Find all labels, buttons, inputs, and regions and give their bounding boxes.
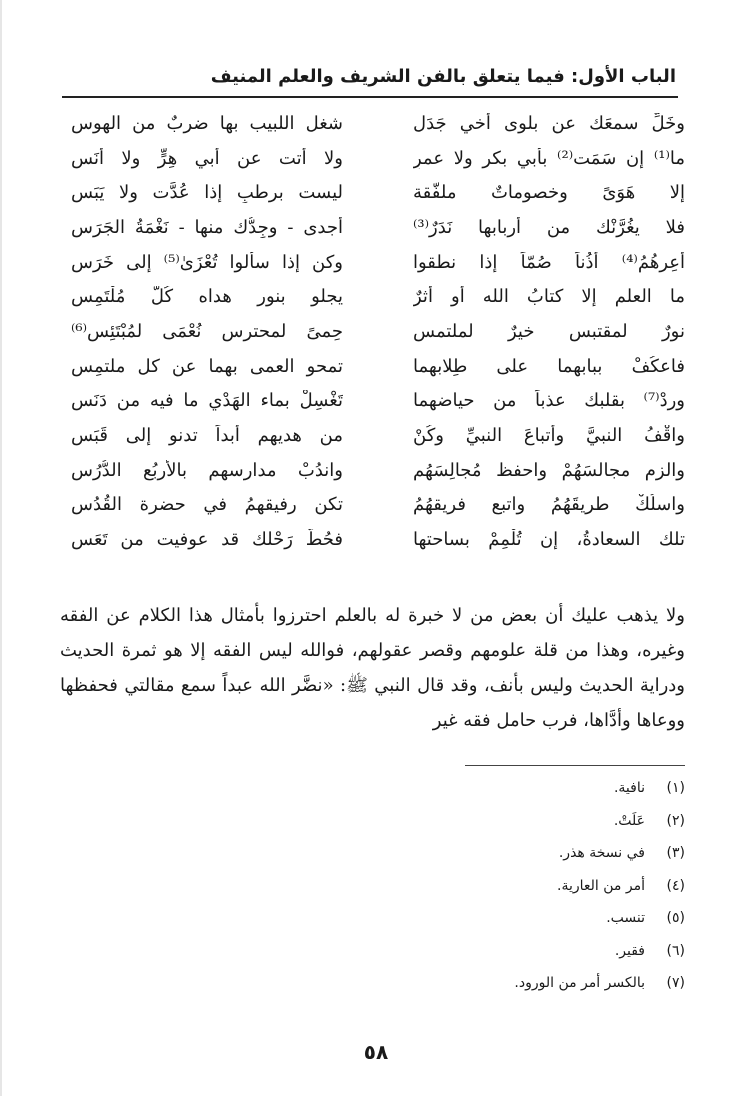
poem-verse <box>60 384 685 419</box>
verse-first-hemistich: وردْ⁽⁷⁾ بقلبك عذباً من حياضهما <box>413 390 685 412</box>
footnotes <box>60 772 685 1000</box>
poem-verse <box>60 245 685 280</box>
footnote <box>60 870 685 903</box>
footnote-text: أمر من العارية. <box>557 877 645 894</box>
verse-first-hemistich: ما العلم إلا كتابُ الله أو أثرٌ <box>413 286 685 308</box>
footnote-number: (٦) <box>666 942 685 959</box>
verse-second-hemistich: فحُطَّ رَحْلك قد عوفيت من تَعَسِ <box>71 529 343 551</box>
poem-verse <box>60 141 685 176</box>
footnote <box>60 967 685 1000</box>
page-number: ٥٨ <box>363 1040 389 1064</box>
verse-first-hemistich: وخَلِّ سمعَك عن بلوى أخي جَدَل <box>413 112 685 134</box>
footnote-separator <box>465 765 685 766</box>
footnote <box>60 805 685 838</box>
footnote <box>60 902 685 935</box>
footnote-text: عَلَتْ. <box>613 812 645 829</box>
verse-second-hemistich: ولا أتت عن أبي هِرٍّ ولا أنَسِ <box>71 147 343 169</box>
verse-second-hemistich: تَغْسِلْ بماء الهَدْيِ ما فيه من دَنَسِ <box>71 390 343 412</box>
verse-second-hemistich: تمحو العمى بهما عن كل ملتمِسِ <box>71 355 343 377</box>
verse-second-hemistich: تكن رفيقهمُ في حضرة القُدُسِ <box>71 494 343 516</box>
verse-second-hemistich: ليست برطبٍ إذا عُدَّت ولا يَبَسِ <box>71 182 343 204</box>
poem-verse <box>60 349 685 384</box>
footnote-text: نافية. <box>613 780 645 797</box>
poem-verse <box>60 279 685 314</box>
footnote-text: بالكسر أمر من الورود. <box>514 975 645 992</box>
poem-verse <box>60 175 685 210</box>
prose-paragraph: ولا يذهب عليك أن بعض من لا خبرة له بالعلم احترزوا بأمثال هذا الكلام عن الفقه وغيره، وهذا من قلة علومهم وقصر عقولهم، فوالله ليس الفقه إلا هو ثمرة الحديث ودراية الحديث وليس بأنف، وقد قال النبي ﷺ: «نضَّر الله عبداً سمع مقالتي فحفظها ووعاها وأدَّاها، فرب حامل فقه غير <box>60 605 685 731</box>
verse-second-hemistich: شغل اللبيب بها ضربٌ من الهوسِ <box>71 112 343 134</box>
poem-verse <box>60 210 685 245</box>
poem-verse <box>60 453 685 488</box>
verse-first-hemistich: فلا يغُرَّنْك من أربابها نَدَرٌ⁽³⁾ <box>413 216 685 238</box>
poem-verse <box>60 522 685 557</box>
verse-second-hemistich: أجدى - وجِدُّك منها - نَغْمَةُ الجَرَسِ <box>71 216 343 238</box>
poem <box>60 106 685 557</box>
verse-first-hemistich: ما⁽¹⁾ إن سَمَت⁽²⁾ بأبي بكر ولا عمرٍ <box>413 147 685 169</box>
verse-first-hemistich: واقْفُ النبيَّ وأتباعَ النبيِّ وكُنْ <box>413 425 685 447</box>
footnote-text: فقير. <box>614 942 645 959</box>
footnote-text: في نسخة هذر. <box>558 845 645 862</box>
verse-first-hemistich: والزم مجالسَهُمْ واحفظ مُجالِسَهُم <box>413 459 685 481</box>
verse-first-hemistich: واسلُكْ طريقَهُمُ واتبع فريقهُمُ <box>413 494 685 516</box>
verse-first-hemistich: تلك السعادةُ، إن تُلْمِمْ بساحتها <box>413 529 685 551</box>
footnote-number: (٤) <box>666 877 685 894</box>
verse-second-hemistich: من هديهم أبداً تدنو إلى قَبَسِ <box>71 425 343 447</box>
verse-second-hemistich: حِمىً لمحترسٍ نُعْمَى لمُبْتَئِسِ⁽⁶⁾ <box>71 320 343 342</box>
footnote <box>60 837 685 870</box>
poem-verse <box>60 106 685 141</box>
header-rule <box>62 96 678 98</box>
verse-second-hemistich: وكن إذا سألوا تُعْزَىٰ⁽⁵⁾ إلى خَرَسِ <box>71 251 343 273</box>
verse-first-hemistich: أعِرهُمُ⁽⁴⁾ أذُناً صُمّاً إذا نطقوا <box>413 251 685 273</box>
poem-verse <box>60 314 685 349</box>
poem-verse <box>60 418 685 453</box>
verse-first-hemistich: إلا هَوَىً وخصوماتٌ ملفَّقة <box>413 182 685 204</box>
verse-second-hemistich: يجلو بنور هداه كُلَّ مُلْتَمِسِ <box>71 286 343 308</box>
verse-first-hemistich: نورٌ لمقتبسٍ خيرٌ لملتمسٍ <box>413 320 685 342</box>
footnote <box>60 772 685 805</box>
footnote-number: (٧) <box>666 975 685 992</box>
footnote-number: (٢) <box>666 812 685 829</box>
footnote-number: (٣) <box>666 845 685 862</box>
footnote-text: تنسب. <box>606 910 645 927</box>
verse-second-hemistich: واندُبْ مدارسهم بالأربُعِ الدُّرُسِ <box>71 459 343 481</box>
footnote-number: (٥) <box>666 910 685 927</box>
running-header: الباب الأول: فيما يتعلق بالفن الشريف والعلم المنيف <box>210 66 676 87</box>
verse-first-hemistich: فاعكُفْ ببابهما على طِلابهما <box>413 355 685 377</box>
footnote <box>60 935 685 968</box>
scan-edge <box>0 0 2 1096</box>
footnote-number: (١) <box>666 780 685 797</box>
poem-verse <box>60 488 685 523</box>
